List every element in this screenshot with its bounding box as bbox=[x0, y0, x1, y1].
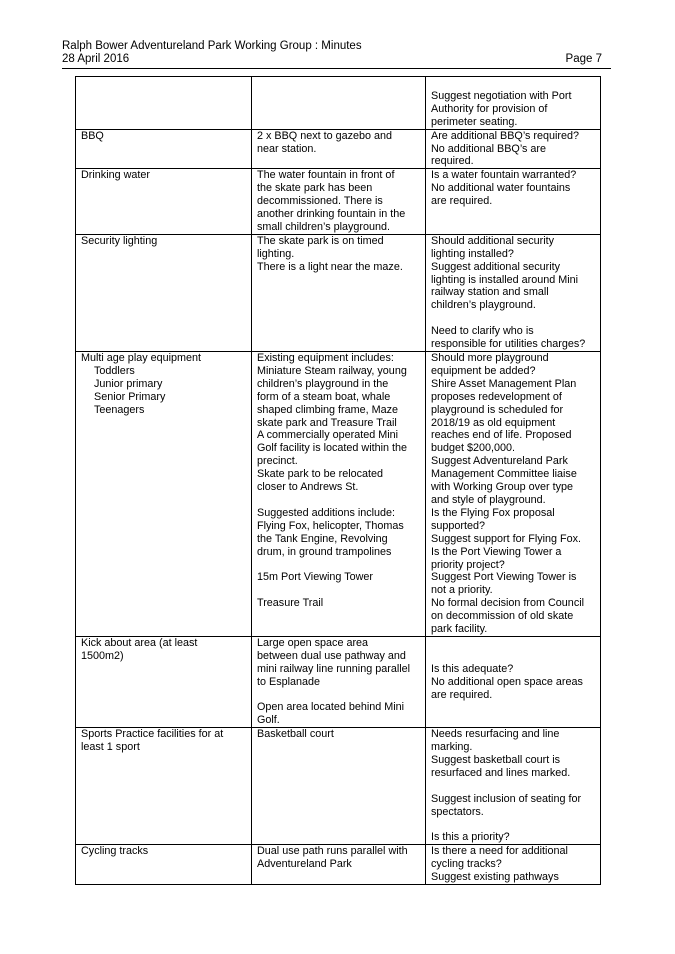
cell-text-line: required. bbox=[431, 155, 474, 168]
table-row bbox=[76, 169, 601, 235]
cell-text-line: Kick about area (at least bbox=[81, 636, 198, 649]
cell-text-line: mini railway line running parallel bbox=[257, 662, 411, 675]
item-cell bbox=[76, 728, 252, 845]
blank-line bbox=[257, 689, 421, 702]
cell-text-line: Treasure Trail bbox=[257, 597, 324, 610]
cell-text-line: A commercially operated Mini bbox=[257, 429, 399, 442]
cell-text-line: Suggest Adventureland Park bbox=[431, 455, 568, 468]
cell-text-line: Large open space area bbox=[257, 636, 369, 649]
sub-item-line: Senior Primary bbox=[94, 390, 166, 403]
item-cell bbox=[76, 352, 252, 637]
cell-text-line: Management Committee liaise bbox=[431, 468, 577, 481]
item-cell bbox=[76, 234, 252, 351]
cell-text-line: budget $200,000. bbox=[431, 442, 516, 455]
cell-text-line: supported? bbox=[431, 519, 486, 532]
cell-text-line: skate park and Treasure Trail bbox=[257, 416, 397, 429]
cell-text-line: Is there a need for additional bbox=[431, 845, 568, 858]
cell-text-line: 1500m2) bbox=[81, 649, 124, 662]
blank-line bbox=[431, 77, 596, 90]
comments-cell bbox=[426, 845, 601, 885]
cell-text-line: Drinking water bbox=[81, 169, 151, 182]
cell-text-line: precinct. bbox=[257, 455, 298, 468]
cell-text-line: 2 x BBQ next to gazebo and bbox=[257, 129, 393, 142]
cell-text-line: The water fountain in front of bbox=[257, 169, 395, 182]
cell-text-line: Multi age play equipment bbox=[81, 352, 202, 364]
blank-line bbox=[431, 780, 596, 793]
existing-facilities-cell bbox=[252, 129, 426, 169]
cell-text-line: 2018/19 as old equipment bbox=[431, 416, 556, 429]
cell-text-line: No additional water fountains bbox=[431, 182, 571, 195]
cell-text-line: proposes redevelopment of bbox=[431, 390, 562, 403]
cell-text-line: marking. bbox=[431, 741, 473, 754]
cell-text-line: not a priority. bbox=[431, 584, 493, 597]
cell-text-line: Golf. bbox=[257, 714, 280, 727]
cell-text-line: park facility. bbox=[431, 623, 488, 636]
table-row bbox=[76, 352, 601, 637]
cell-text-line: Suggest basketball court is bbox=[431, 754, 561, 767]
cell-text-line: Suggest existing pathways bbox=[431, 871, 559, 884]
cell-text-line: Security lighting bbox=[81, 234, 158, 247]
cell-text-line: reaches end of life. Proposed bbox=[431, 429, 572, 442]
cell-text-line: The skate park is on timed bbox=[257, 234, 384, 247]
cell-text-line: equipment be added? bbox=[431, 364, 536, 377]
cell-text-line: Needs resurfacing and line bbox=[431, 728, 560, 741]
cell-text-line: responsible for utilities charges? bbox=[431, 338, 586, 351]
cell-text-line: No additional BBQ’s are bbox=[431, 142, 547, 155]
cell-text-line: Suggest support for Flying Fox. bbox=[431, 532, 582, 545]
cell-text-line: Suggested additions include: bbox=[257, 506, 396, 519]
table-row bbox=[76, 129, 601, 169]
blank-line bbox=[431, 650, 596, 663]
comments-cell bbox=[426, 129, 601, 169]
existing-facilities-cell bbox=[252, 728, 426, 845]
cell-text-line: small children’s playground. bbox=[257, 220, 391, 233]
blank-line bbox=[431, 819, 596, 832]
meeting-date: 28 April 2016 bbox=[62, 53, 130, 65]
cell-text-line: Suggest inclusion of seating for bbox=[431, 792, 582, 805]
cell-text-line: cycling tracks? bbox=[431, 858, 502, 871]
cell-text-line: lighting is installed around Mini bbox=[431, 273, 579, 286]
header-row bbox=[62, 53, 602, 66]
cell-text-line: Need to clarify who is bbox=[431, 325, 534, 338]
minutes-table bbox=[75, 76, 601, 885]
cell-text-line: are required. bbox=[431, 688, 493, 701]
cell-text-line: between dual use pathway and bbox=[257, 649, 406, 662]
cell-text-line: Cycling tracks bbox=[81, 845, 149, 858]
cell-text-line: form of a steam boat, whale bbox=[257, 390, 391, 403]
comments-cell bbox=[426, 234, 601, 351]
cell-text-line: Suggest additional security bbox=[431, 260, 561, 273]
cell-text-line: drum, in ground trampolines bbox=[257, 545, 392, 558]
cell-text-line: No additional open space areas bbox=[431, 675, 583, 688]
cell-text-line: Is the Port Viewing Tower a bbox=[431, 545, 562, 558]
cell-text-line: spectators. bbox=[431, 805, 484, 818]
header-divider bbox=[62, 68, 611, 69]
minutes-table-body bbox=[76, 77, 601, 885]
table-row bbox=[76, 845, 601, 885]
cell-text-line: Are additional BBQ’s required? bbox=[431, 129, 580, 142]
cell-text-line: with Working Group over type bbox=[431, 481, 574, 494]
comments-cell bbox=[426, 169, 601, 235]
cell-text-line: least 1 sport bbox=[81, 741, 140, 754]
cell-text-line: Shire Asset Management Plan bbox=[431, 377, 577, 390]
comments-cell bbox=[426, 77, 601, 130]
comments-cell bbox=[426, 636, 601, 727]
blank-line bbox=[257, 584, 421, 597]
cell-text-line: Suggest negotiation with Port bbox=[431, 89, 572, 102]
blank-line bbox=[257, 494, 421, 507]
item-cell bbox=[76, 77, 252, 130]
cell-text-line: Open area located behind Mini bbox=[257, 701, 405, 714]
item-cell bbox=[76, 636, 252, 727]
cell-text-line: shaped climbing frame, Maze bbox=[257, 403, 399, 416]
cell-text-line: decommissioned. There is bbox=[257, 195, 383, 208]
table-row bbox=[76, 636, 601, 727]
existing-facilities-cell bbox=[252, 352, 426, 637]
cell-text-line: are required. bbox=[431, 195, 493, 208]
cell-text-line: the skate park has been bbox=[257, 182, 373, 195]
existing-facilities-cell bbox=[252, 636, 426, 727]
sub-item-line: Junior primary bbox=[94, 377, 163, 390]
document-title: Ralph Bower Adventureland Park Working Group : Minutes bbox=[62, 40, 362, 52]
table-row bbox=[76, 728, 601, 845]
cell-text-line: perimeter seating. bbox=[431, 115, 518, 128]
cell-text-line: resurfaced and lines marked. bbox=[431, 766, 571, 779]
cell-text-line: lighting installed? bbox=[431, 247, 514, 260]
item-cell bbox=[76, 129, 252, 169]
cell-text-line: Dual use path runs parallel with bbox=[257, 845, 408, 858]
blank-line bbox=[431, 312, 596, 325]
cell-text-line: railway station and small bbox=[431, 286, 549, 299]
cell-text-line: children’s playground. bbox=[431, 299, 536, 312]
cell-text-line: Sports Practice facilities for at bbox=[81, 728, 224, 741]
existing-facilities-cell bbox=[252, 77, 426, 130]
cell-text-line: Skate park to be relocated bbox=[257, 468, 384, 481]
cell-text-line: closer to Andrews St. bbox=[257, 481, 359, 494]
cell-text-line: BBQ bbox=[81, 129, 104, 142]
cell-text-line: and style of playground. bbox=[431, 493, 546, 506]
cell-text-line: to Esplanade bbox=[257, 675, 321, 688]
cell-text-line: Authority for provision of bbox=[431, 102, 548, 115]
cell-text-line: Suggest Port Viewing Tower is bbox=[431, 571, 577, 584]
cell-text-line: Is the Flying Fox proposal bbox=[431, 506, 555, 519]
cell-text-line: Adventureland Park bbox=[257, 858, 352, 871]
blank-line bbox=[257, 558, 421, 571]
sub-item-line: Teenagers bbox=[94, 403, 145, 416]
cell-text-line: Is a water fountain warranted? bbox=[431, 169, 577, 182]
cell-text-line: lighting. bbox=[257, 247, 295, 260]
cell-text-line: another drinking fountain in the bbox=[257, 208, 406, 221]
page-header bbox=[62, 40, 602, 66]
existing-facilities-cell bbox=[252, 169, 426, 235]
cell-text-line: Is this adequate? bbox=[431, 662, 514, 675]
cell-text-line: the Tank Engine, Revolving bbox=[257, 532, 388, 545]
blank-line bbox=[431, 637, 596, 650]
cell-text-line: Is this a priority? bbox=[431, 831, 510, 844]
sub-item-line: Toddlers bbox=[94, 364, 135, 377]
cell-text-line: near station. bbox=[257, 142, 317, 155]
cell-text-line: priority project? bbox=[431, 558, 505, 571]
cell-text-line: 15m Port Viewing Tower bbox=[257, 571, 374, 584]
cell-text-line: on decommission of old skate bbox=[431, 610, 574, 623]
page-number: Page 7 bbox=[565, 53, 602, 65]
cell-text-line: Should additional security bbox=[431, 234, 555, 247]
cell-text-line: Flying Fox, helicopter, Thomas bbox=[257, 519, 404, 532]
table-row bbox=[76, 234, 601, 351]
cell-text-line: Golf facility is located within the bbox=[257, 442, 408, 455]
item-cell bbox=[76, 169, 252, 235]
item-cell bbox=[76, 845, 252, 885]
existing-facilities-cell bbox=[252, 845, 426, 885]
cell-text-line: There is a light near the maze. bbox=[257, 260, 403, 273]
comments-cell bbox=[426, 352, 601, 637]
cell-text-line: Miniature Steam railway, young bbox=[257, 364, 407, 377]
cell-text-line: No formal decision from Council bbox=[431, 597, 585, 610]
cell-text-line: playground is scheduled for bbox=[431, 403, 564, 416]
cell-text-line: Should more playground bbox=[431, 352, 549, 364]
cell-text-line: Existing equipment includes: bbox=[257, 352, 394, 364]
existing-facilities-cell bbox=[252, 234, 426, 351]
comments-cell bbox=[426, 728, 601, 845]
table-row bbox=[76, 77, 601, 130]
cell-text-line: children’s playground in the bbox=[257, 377, 389, 390]
cell-text-line: Basketball court bbox=[257, 728, 334, 741]
